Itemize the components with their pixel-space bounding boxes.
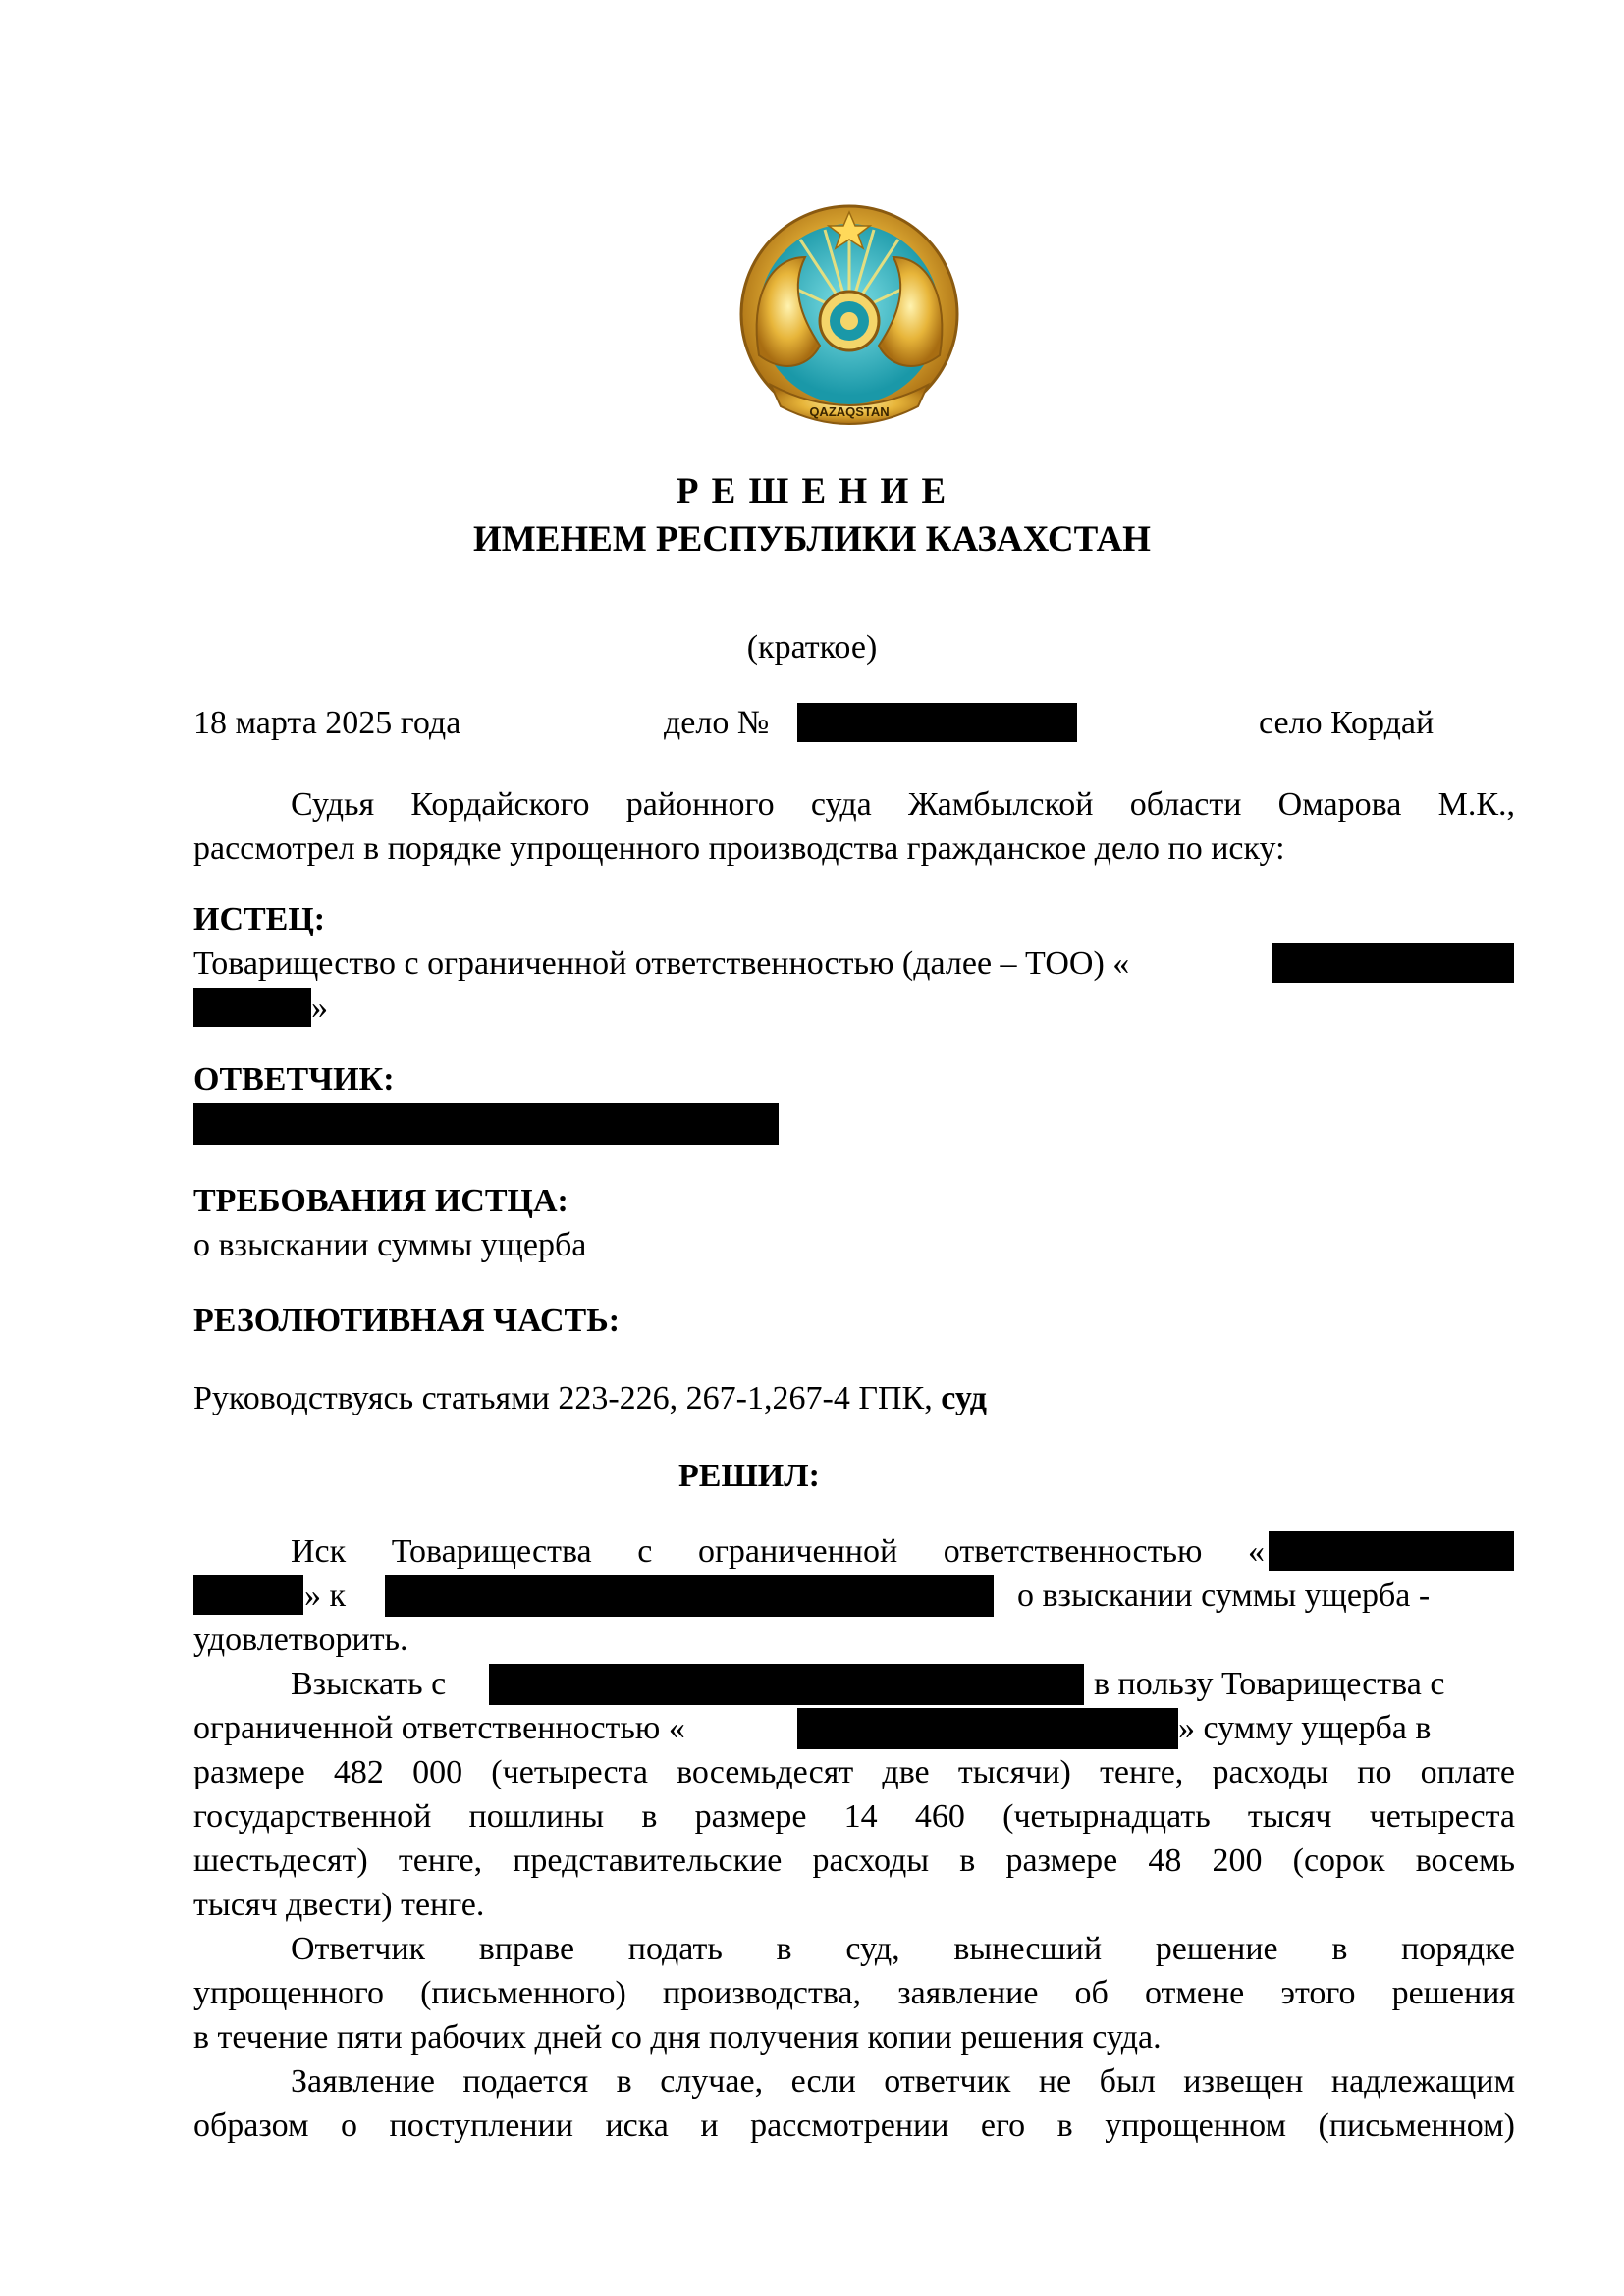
redacted-p1-plaintiff-cont <box>193 1575 303 1615</box>
case-number-label: дело № <box>664 705 770 741</box>
p4-line-2: образом о поступлении иска и рассмотрении его в упрощенном (письменном) <box>193 2108 1515 2144</box>
p3-line-2: упрощенного (письменного) производства, заявление об отмене этого решения <box>193 1975 1515 2011</box>
redacted-case-number <box>797 703 1077 742</box>
p2-line-3: размере 482 000 (четыреста восемьдесят две тысячи) тенге, расходы по оплате <box>193 1754 1515 1790</box>
p4-line-1: Заявление подается в случае, если ответчик не был извещен надлежащим <box>291 2063 1515 2100</box>
plaintiff-label: ИСТЕЦ: <box>193 901 326 937</box>
redacted-plaintiff-name-cont <box>193 988 311 1027</box>
p1-line-1: Иск Товарищества с ограниченной ответственностью « <box>291 1533 1265 1570</box>
p2-line-2-b: » сумму ущерба в <box>1178 1710 1432 1746</box>
redacted-p2-plaintiff <box>797 1708 1178 1749</box>
plaintiff-close-quote: » <box>311 989 328 1026</box>
p2-line-4: государственной пошлины в размере 14 460 (четырнадцать тысяч четыреста <box>193 1798 1515 1835</box>
p1-line-3: удовлетворить. <box>193 1622 408 1658</box>
decided-heading: РЕШИЛ: <box>678 1458 820 1494</box>
p2-line-5: шестьдесят) тенге, представительские расходы в размере 48 200 (сорок восемь <box>193 1842 1515 1879</box>
p3-line-3: в течение пяти рабочих дней со дня получения копии решения суда. <box>193 2019 1162 2056</box>
plaintiff-text: Товарищество с ограниченной ответственностью (далее – ТОО) « <box>193 945 1130 982</box>
document-kind: (краткое) <box>746 629 878 666</box>
p2-line-2-a: ограниченной ответственностью « <box>193 1710 685 1746</box>
p2-line-1-a: Взыскать с <box>291 1666 447 1702</box>
claims-text: о взыскании суммы ущерба <box>193 1227 587 1263</box>
operative-basis-court: суд <box>941 1380 987 1416</box>
p3-line-1: Ответчик вправе подать в суд, вынесший решение в порядке <box>291 1931 1515 1967</box>
operative-label: РЕЗОЛЮТИВНАЯ ЧАСТЬ: <box>193 1303 621 1339</box>
p1-line-2-b: о взыскании суммы ущерба - <box>1017 1577 1431 1614</box>
redacted-plaintiff-name <box>1272 943 1514 983</box>
decision-date: 18 марта 2025 года <box>193 705 461 741</box>
emblem-text: QAZAQSTAN <box>809 404 890 419</box>
document-subtitle: ИМЕНЕМ РЕСПУБЛИКИ КАЗАХСТАН <box>473 519 1151 560</box>
p2-line-1-b: в пользу Товарищества с <box>1094 1666 1445 1702</box>
redacted-p1-defendant <box>385 1575 994 1617</box>
redacted-defendant-name <box>193 1103 779 1145</box>
defendant-label: ОТВЕТЧИК: <box>193 1061 395 1097</box>
redacted-p2-defendant <box>489 1664 1084 1705</box>
redacted-p1-plaintiff <box>1269 1531 1514 1571</box>
document-title: Р Е Ш Е Н И Е <box>676 471 948 511</box>
operative-basis <box>193 1376 987 1420</box>
decision-place: село Кордай <box>1259 705 1435 741</box>
p2-line-6: тысяч двести) тенге. <box>193 1887 485 1923</box>
intro-line-1: Судья Кордайского районного суда Жамбылской области Омарова М.К., <box>291 786 1515 823</box>
intro-line-2: рассмотрел в порядке упрощенного производства гражданское дело по иску: <box>193 830 1285 867</box>
claims-label: ТРЕБОВАНИЯ ИСТЦА: <box>193 1183 568 1219</box>
operative-basis-text: Руководствуясь статьями 223-226, 267-1,267-4 ГПК, <box>193 1380 933 1416</box>
p1-line-2-a: » к <box>304 1577 347 1614</box>
kazakhstan-coat-of-arms-icon <box>731 198 967 444</box>
